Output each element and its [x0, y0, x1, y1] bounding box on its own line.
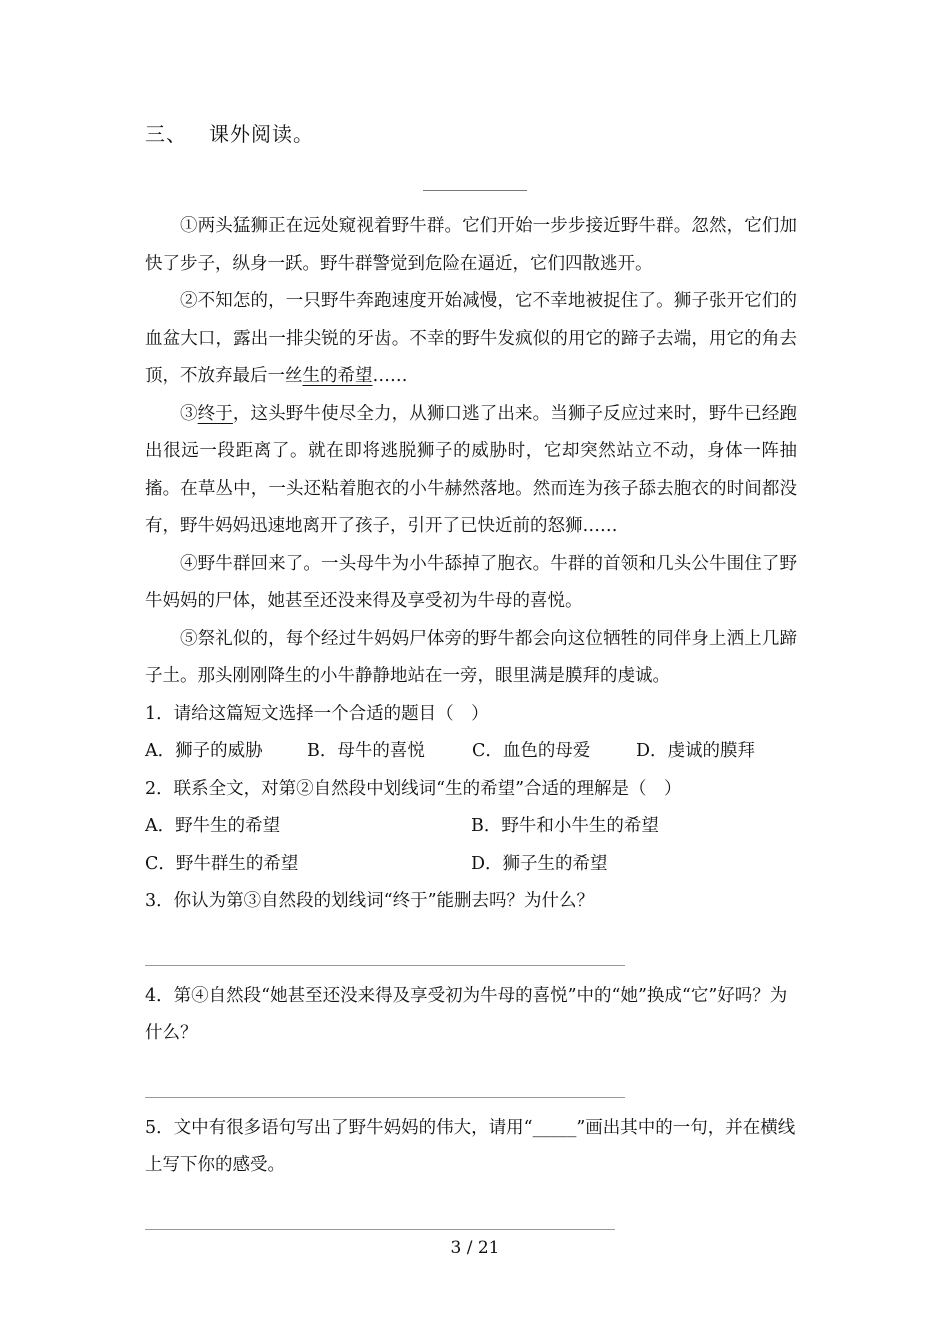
- paragraph-5: ⑤祭礼似的，每个经过牛妈妈尸体旁的野牛都会向这位牺牲的同伴身上洒上几蹄子土。那头刚刚降生的小牛静静地站在一旁，眼里满是膜拜的虔诚。: [145, 628, 797, 686]
- q1-option-a[interactable]: A．狮子的威胁: [145, 741, 263, 761]
- section-title: 课外阅读。: [209, 122, 314, 146]
- q4-answer-line[interactable]: [145, 1097, 625, 1098]
- paragraph-2-ellipsis: ……: [372, 366, 408, 386]
- page-number: 3 / 21: [450, 1238, 500, 1258]
- q5-answer-space: [145, 1185, 797, 1229]
- question-2-options-row-1: [145, 808, 797, 846]
- question-3: 3．你认为第③自然段的划线词“终于”能删去吗？为什么？: [145, 891, 595, 911]
- q4-answer-space: [145, 1053, 797, 1097]
- question-2-options-row-2: [145, 846, 797, 884]
- q2-option-d[interactable]: D．狮子生的希望: [471, 853, 608, 874]
- q3-answer-line[interactable]: [145, 965, 625, 966]
- question-1-options: [145, 733, 797, 771]
- q2-option-b[interactable]: B．野牛和小牛生的希望: [471, 816, 659, 836]
- q2-option-c[interactable]: C．野牛群生的希望: [145, 853, 299, 874]
- title-placeholder-line: [423, 190, 527, 191]
- underlined-word-finally: 终于: [197, 403, 233, 424]
- q1-option-d[interactable]: D．虔诚的膜拜: [636, 741, 756, 761]
- paragraph-3-text: ，这头野牛使尽全力，从狮口逃了出来。当狮子反应过来时，野牛已经跑出很远一段距离了。就在即将逃脱狮子的威胁时，它却突然站立不动，身体一阵抽搐。在草丛中，一头还粘着胞衣的小牛赫然落地。然而连为孩子舔去胞衣的时间都没有，野牛妈妈迅速地离开了孩子，引开了已快近前的怒狮……: [145, 403, 798, 536]
- paragraph-3-marker: ③: [180, 403, 198, 424]
- paragraph-4: ④野牛群回来了。一头母牛为小牛舔掉了胞衣。牛群的首领和几头公牛围住了野牛妈妈的尸体，她甚至还没来得及享受初为牛母的喜悦。: [145, 553, 797, 611]
- question-5: 5．文中有很多语句写出了野牛妈妈的伟大，请用“_____”画出其中的一句，并在横线上写下你的感受。: [145, 1117, 796, 1175]
- question-2: 2．联系全文，对第②自然段中划线词“生的希望”合适的理解是（ ）: [145, 778, 682, 799]
- q3-answer-space: [145, 921, 797, 965]
- paragraph-2: [145, 283, 797, 396]
- paragraph-2-text: ②不知怎的，一只野牛奔跑速度开始减慢，它不幸地被捉住了。狮子张开它们的血盆大口，露出一排尖锐的牙齿。不幸的野牛发疯似的用它的蹄子去端，用它的角去顶，不放弃最后一丝: [145, 291, 797, 386]
- q1-option-b[interactable]: B．母牛的喜悦: [307, 741, 425, 761]
- q1-option-c[interactable]: C．血色的母爱: [472, 741, 591, 761]
- underlined-phrase-hope: 生的希望: [302, 366, 373, 386]
- question-1: 1．请给这篇短文选择一个合适的题目（ ）: [145, 703, 489, 724]
- q2-option-a[interactable]: A．野牛生的希望: [145, 816, 281, 836]
- section-number: 三、: [145, 122, 187, 146]
- reading-passage: [145, 208, 797, 1230]
- q5-answer-line[interactable]: [145, 1229, 615, 1230]
- section-heading: [145, 118, 314, 147]
- paragraph-1: ①两头猛狮正在远处窥视着野牛群。它们开始一步步接近野牛群。忽然，它们加快了步子，纵身一跃。野牛群警觉到危险在逼近，它们四散逃开。: [145, 216, 797, 274]
- paragraph-3: [145, 396, 797, 546]
- question-4: 4．第④自然段“她甚至还没来得及享受初为牛母的喜悦”中的“她”换成“它”好吗？为什么？: [145, 985, 788, 1043]
